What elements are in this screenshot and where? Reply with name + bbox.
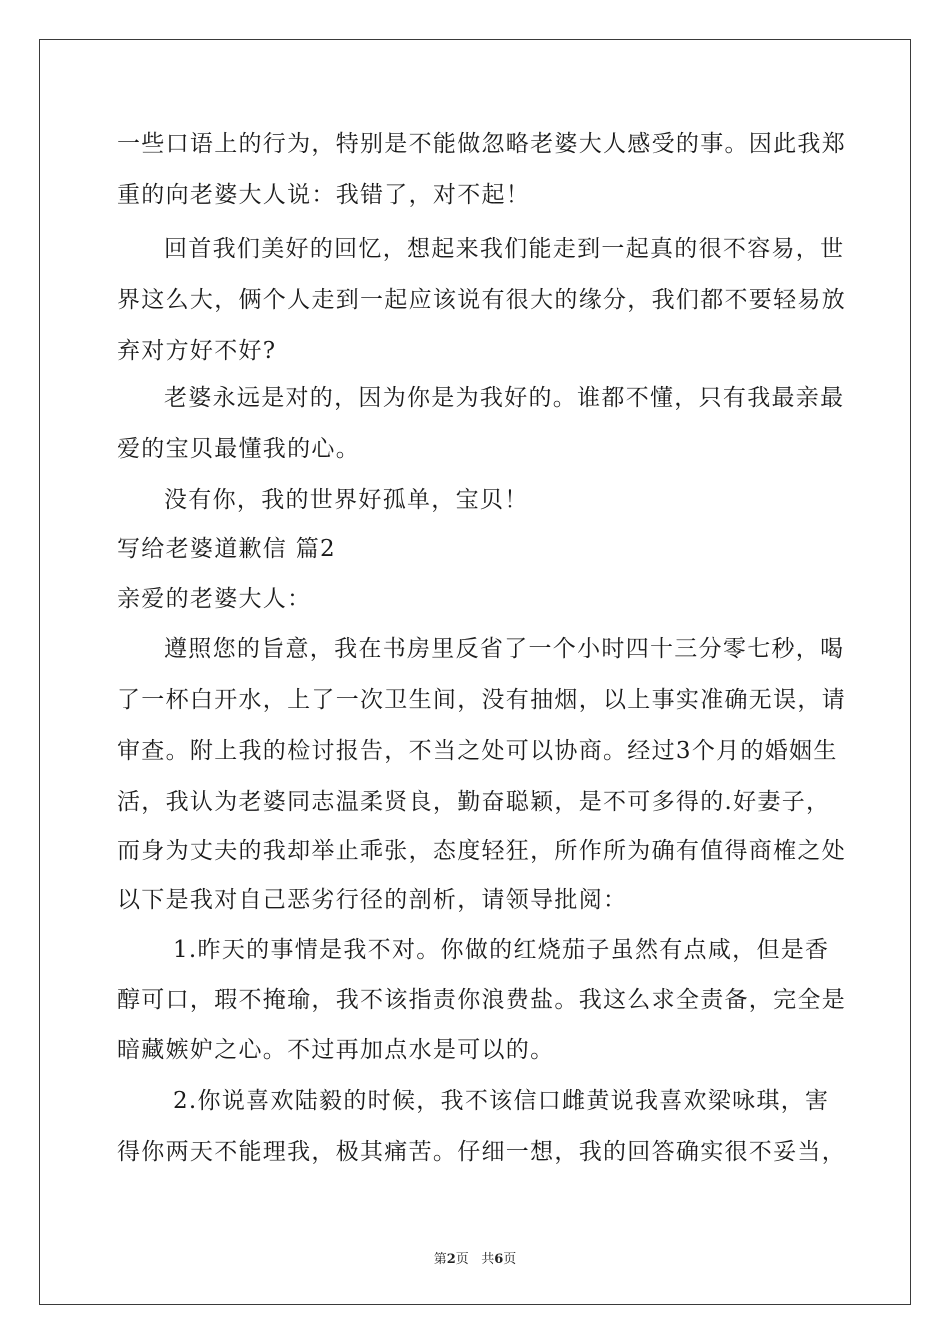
text-line-17: 1.昨天的事情是我不对。你做的红烧茄子虽然有点咸，但是香 (173, 937, 830, 963)
page-footer (0, 1248, 950, 1267)
text-line-18: 醇可口，瑕不掩瑜，我不该指责你浪费盐。我这么求全责备，完全是 (117, 987, 846, 1013)
text-line-21: 得你两天不能理我，极其痛苦。仔细一想，我的回答确实很不妥当， (117, 1139, 846, 1165)
text-line-12: 了一杯白开水，上了一次卫生间，没有抽烟，以上事实准确无误，请 (117, 687, 846, 713)
text-line-3: 回首我们美好的回忆，想起来我们能走到一起真的很不容易，世 (164, 236, 845, 262)
text-line-1: 一些口语上的行为，特别是不能做忽略老婆大人感受的事。因此我郑 (117, 131, 846, 157)
footer-page-number: 2 (446, 1252, 456, 1267)
footer-total-number: 6 (494, 1252, 504, 1267)
text-line-20: 2.你说喜欢陆毅的时候，我不该信口雌黄说我喜欢梁咏琪，害 (173, 1088, 830, 1114)
text-line-16: 以下是我对自己恶劣行径的剖析，请领导批阅： (117, 887, 628, 913)
footer-page-suffix: 页 (455, 1252, 469, 1267)
footer-page-prefix: 第 (433, 1252, 447, 1267)
text-line-5: 弃对方好不好? (117, 338, 277, 364)
text-line-7: 爱的宝贝最懂我的心。 (117, 436, 360, 462)
footer-total-suffix: 页 (503, 1252, 517, 1267)
text-line-8: 没有你，我的世界好孤单，宝贝！ (164, 487, 529, 513)
section-heading: 写给老婆道歉信 篇2 (117, 536, 336, 562)
text-line-4: 界这么大，俩个人走到一起应该说有很大的缘分，我们都不要轻易放 (117, 287, 846, 313)
text-line-6: 老婆永远是对的，因为你是为我好的。谁都不懂，只有我最亲最 (164, 385, 845, 411)
text-line-19: 暗藏嫉妒之心。不过再加点水是可以的。 (117, 1037, 555, 1063)
text-line-15: 而身为丈夫的我却举止乖张，态度轻狂，所作所为确有值得商榷之处 (117, 838, 846, 864)
footer-total-prefix: 共 (481, 1252, 495, 1267)
text-line-2: 重的向老婆大人说：我错了，对不起！ (117, 182, 531, 208)
text-line-11: 遵照您的旨意，我在书房里反省了一个小时四十三分零七秒，喝 (164, 636, 845, 662)
text-line-14: 活，我认为老婆同志温柔贤良，勤奋聪颖，是不可多得的.好妻子， (117, 789, 831, 815)
salutation: 亲爱的老婆大人： (117, 586, 312, 612)
text-line-13: 审查。附上我的检讨报告，不当之处可以协商。经过3个月的婚姻生 (117, 738, 838, 764)
